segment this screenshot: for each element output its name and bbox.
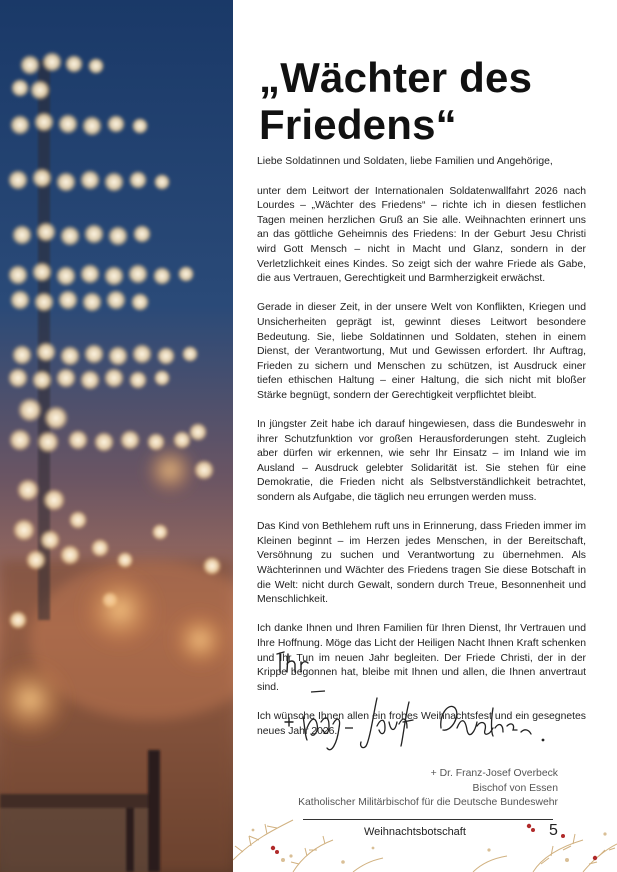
handwritten-signature bbox=[281, 688, 551, 758]
signatory-role: Bischof von Essen bbox=[472, 782, 558, 794]
page-title: „Wächter des Friedens“ bbox=[259, 54, 533, 148]
photo-svg bbox=[0, 0, 233, 872]
body-paragraph: Gerade in dieser Zeit, in der unsere Welt von Konflikten, Kriegen und Unsicherheiten geprägt ist, gewinnt dieses Leitwort besondere Bedeutung. Sie, liebe Soldatinnen und Soldaten, stehen in einem Dienst, der Verantwortung, Mut und Gewissen erfordert. Ihr Auftrag, Frieden zu sichern und Menschen zu schützen, ist Ausdruck einer tiefen ethischen Haltung – einer Haltung, die sich nicht mit bloßer Stärke begnügt, sondern der Gerechtigkeit verpflichtet bleibt. bbox=[257, 302, 586, 401]
page-number: 5 bbox=[549, 822, 558, 839]
body-paragraph: unter dem Leitwort der Internationalen Soldatenwallfahrt 2026 nach Lourdes – „Wächter des Friedens“ – richte ich in diesen festlichen Tagen meinen herzlichen Gruß an Sie alle. Weihnachten erinnert uns an das göttliche Geheimnis des Friedens: In der Geburt Jesu Christi wird Gott Mensch – nicht in Macht und Glanz, sondern in der Verletzlichkeit eines Kindes. So zeigt sich der wahre Friede als Gabe, die aus Vertrauen, Gerechtigkeit und Barmherzigkeit erwächst. bbox=[257, 185, 586, 285]
closing-paragraph: Ich wünsche Ihnen allen ein frohes Weihnachtsfest und ein gesegnetes neues Jahr 2026. bbox=[257, 710, 586, 737]
signatory-office: Katholischer Militärbischof für die Deutsche Bundeswehr bbox=[298, 797, 558, 809]
bokeh-street-lights-image bbox=[0, 0, 233, 872]
footer-rule bbox=[303, 819, 553, 820]
body-paragraph: In jüngster Zeit habe ich darauf hingewiesen, dass die Bundeswehr in ihrer Schutzfunktion vor großen Herausforderungen steht. Zugleich aber dürfen wir erkennen, wie sehr Ihr Einsatz – im Inland wie im Ausland – Ausdruck gelebter Solidarität ist. Sie stehen für eine Demokratie, die Frieden nicht als Selbstverständlichkeit betrachtet, sondern als Aufgabe, die täglich neu errungen werden muss. bbox=[257, 419, 586, 504]
handwritten-ihr bbox=[276, 650, 316, 676]
letter-page bbox=[233, 0, 617, 872]
footer-section-label: Weihnachtsbotschaft bbox=[364, 826, 466, 838]
signatory-name: + Dr. Franz-Josef Overbeck bbox=[430, 768, 558, 779]
body-paragraph: Ich danke Ihnen und Ihren Familien für Ihren Dienst, Ihr Vertrauen und Ihre Hoffnung. Möge das Licht der Heiligen Nacht Ihnen Kraft schenken und Ihr Tun im neuen Jahr begleiten. Der Friede Christi, der in der Krippe begonnen hat, bleibe mit Ihnen und allen, die Ihnen anvertraut sind. bbox=[257, 623, 586, 693]
body-paragraph: Das Kind von Bethlehem ruft uns in Erinnerung, dass Frieden immer im Kleinen beginnt – im Herzen jedes Menschen, in der Bereitschaft, Versöhnung zu suchen und Verantwortung zu übernehmen. Als Wächterinnen und Wächter des Friedens tragen Sie diese Botschaft in die Welt: nicht durch Gewalt, sondern durch Treue, Besonnenheit und Menschlichkeit. bbox=[257, 521, 586, 606]
greeting-paragraph: Liebe Soldatinnen und Soldaten, liebe Familien und Angehörige, bbox=[257, 156, 553, 167]
